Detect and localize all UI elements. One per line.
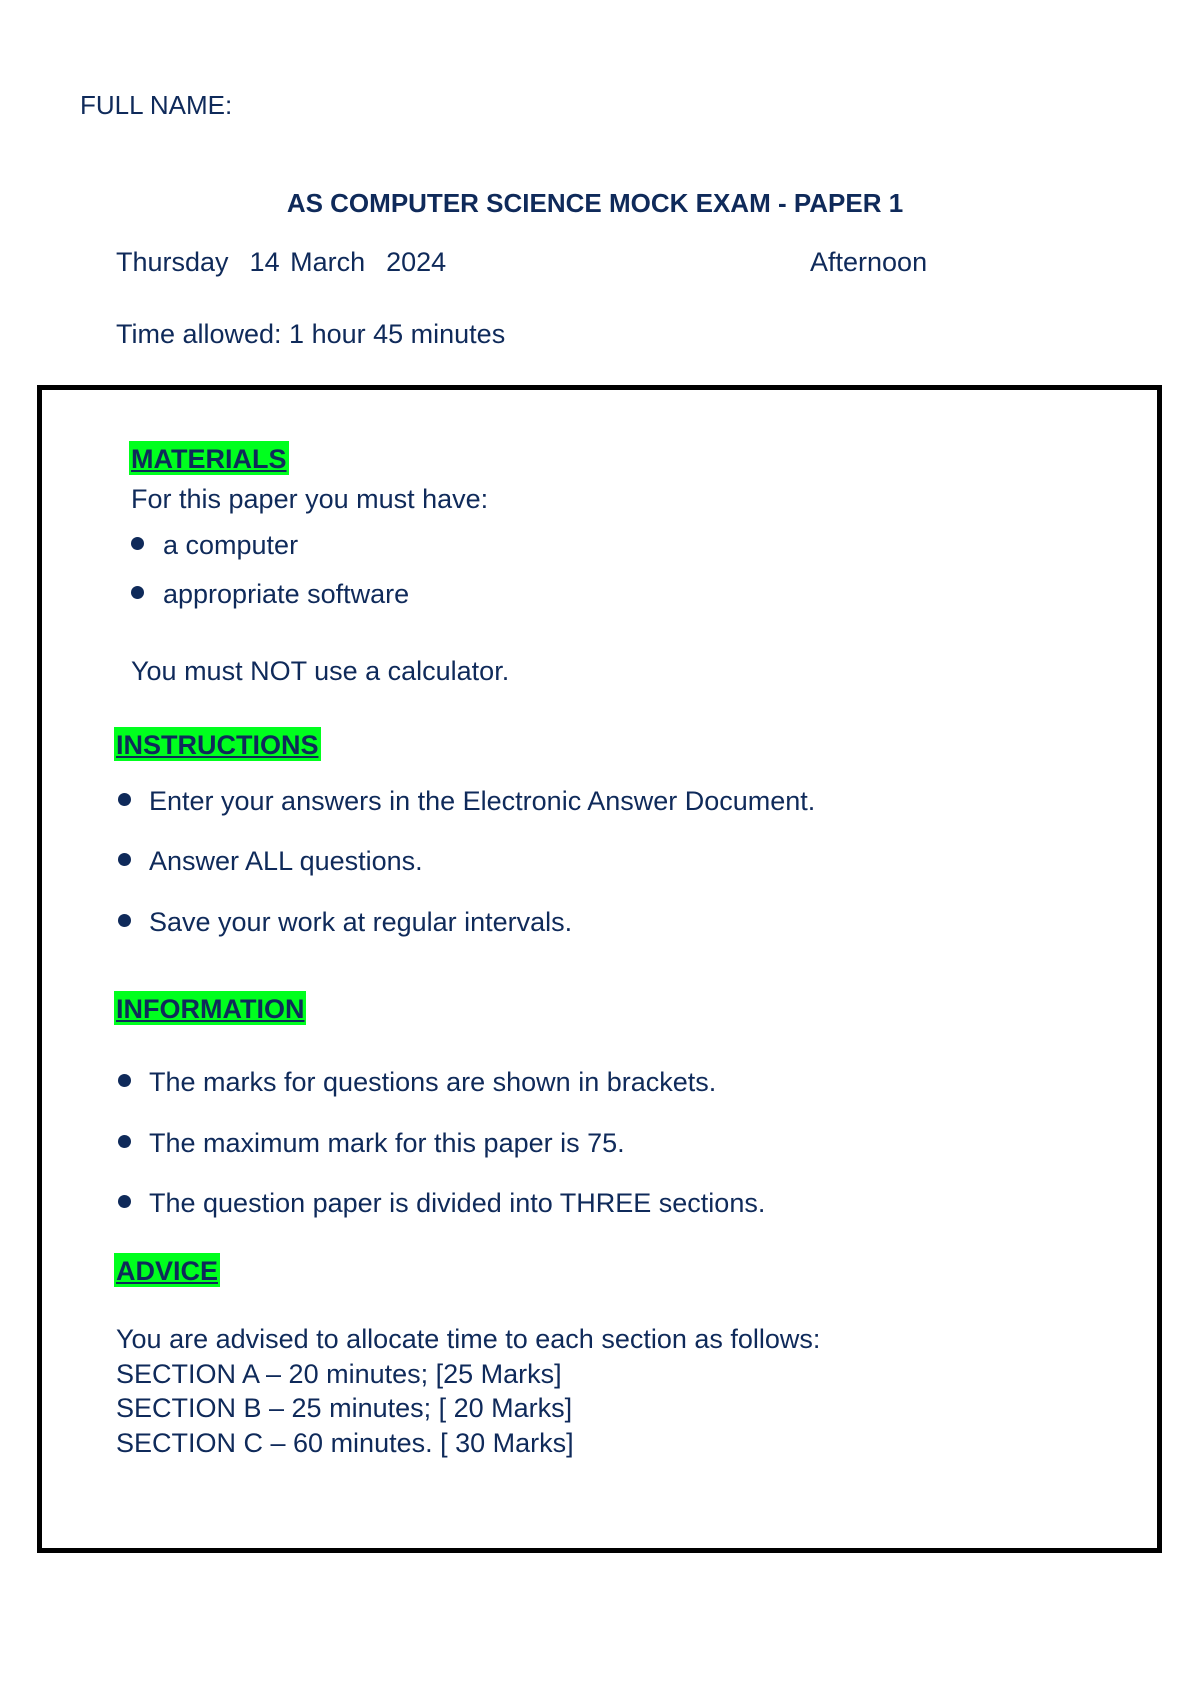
information-item: The marks for questions are shown in brackets. bbox=[149, 1067, 717, 1097]
materials-note: You must NOT use a calculator. bbox=[131, 656, 510, 686]
bullet-icon bbox=[118, 853, 131, 866]
bullet-icon bbox=[131, 586, 144, 599]
exam-title bbox=[0, 188, 1200, 219]
bullet-icon bbox=[118, 1195, 131, 1208]
advice-intro: You are advised to allocate time to each section as follows: bbox=[116, 1324, 821, 1354]
instructions-item: Answer ALL questions. bbox=[149, 846, 423, 876]
exam-date: Thursday 14 March 2024 bbox=[116, 247, 447, 277]
information-item: The maximum mark for this paper is 75. bbox=[149, 1128, 625, 1158]
advice-heading: ADVICE bbox=[114, 1253, 220, 1287]
bullet-icon bbox=[118, 914, 131, 927]
bullet-icon bbox=[131, 537, 144, 550]
materials-item: appropriate software bbox=[163, 579, 410, 609]
exam-session: Afternoon bbox=[810, 247, 928, 277]
bullet-icon bbox=[118, 1135, 131, 1148]
materials-heading: MATERIALS bbox=[129, 441, 289, 475]
time-allowed: Time allowed: 1 hour 45 minutes bbox=[116, 319, 506, 349]
advice-section: SECTION C – 60 minutes. [ 30 Marks] bbox=[116, 1427, 574, 1458]
information-item: The question paper is divided into THREE sections. bbox=[149, 1188, 766, 1218]
instructions-item: Save your work at regular intervals. bbox=[149, 907, 573, 937]
materials-item: a computer bbox=[163, 530, 299, 560]
information-heading: INFORMATION bbox=[114, 991, 306, 1025]
full-name-label: FULL NAME: bbox=[80, 90, 233, 120]
bullet-icon bbox=[118, 793, 131, 806]
bullet-icon bbox=[118, 1074, 131, 1087]
instructions-item: Enter your answers in the Electronic Answer Document. bbox=[149, 786, 816, 816]
materials-intro: For this paper you must have: bbox=[131, 484, 489, 514]
exam-title-text: AS COMPUTER SCIENCE MOCK EXAM - PAPER 1 bbox=[286, 188, 904, 218]
advice-text bbox=[116, 1322, 820, 1460]
advice-section: SECTION B – 25 minutes; [ 20 Marks] bbox=[116, 1393, 573, 1423]
advice-section: SECTION A – 20 minutes; [25 Marks] bbox=[116, 1358, 562, 1389]
instructions-heading: INSTRUCTIONS bbox=[114, 727, 321, 761]
